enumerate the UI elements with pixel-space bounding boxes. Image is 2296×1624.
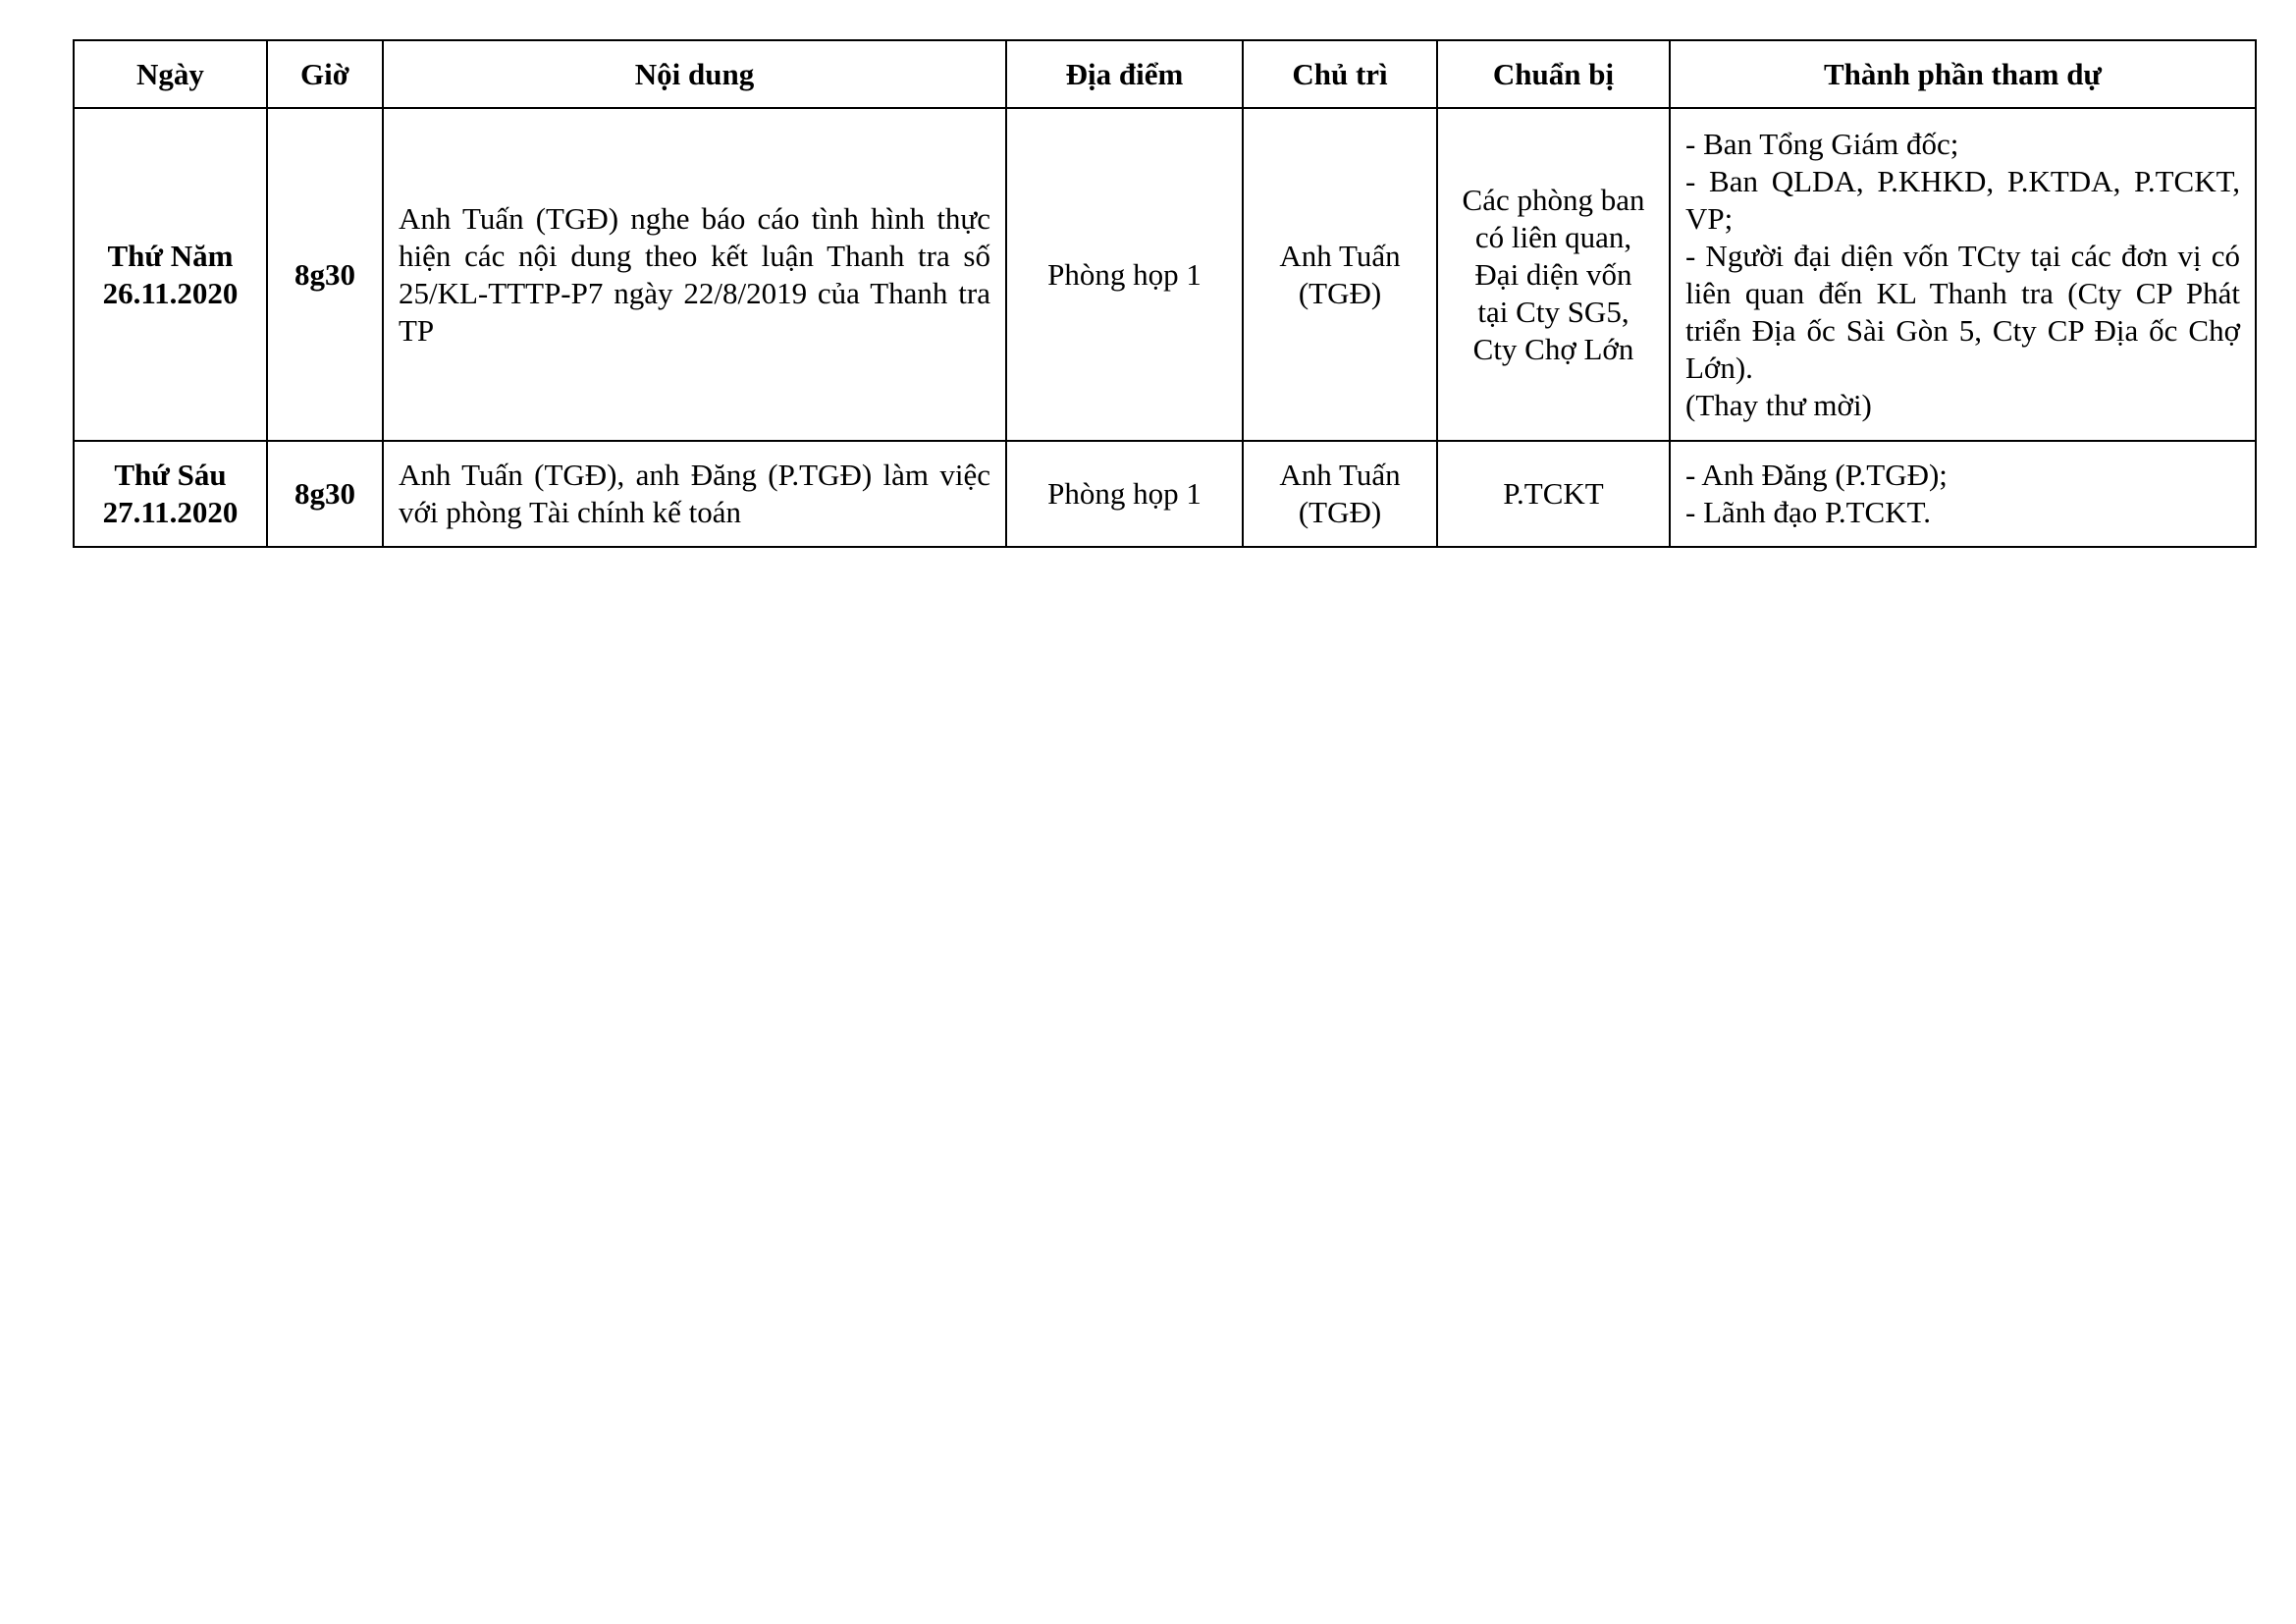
day-name: Thứ Năm	[107, 238, 234, 273]
prep-cell	[1437, 108, 1670, 441]
table-row	[74, 441, 2256, 547]
attendee-line: - Lãnh đạo P.TCKT.	[1685, 495, 1931, 529]
location-cell: Phòng họp 1	[1006, 441, 1243, 547]
day-cell	[74, 441, 267, 547]
header-chu-tri: Chủ trì	[1243, 40, 1437, 108]
content-cell: Anh Tuấn (TGĐ) nghe báo cáo tình hình thực hiện các nội dung theo kết luận Thanh tra số 25/KL-TTTP-P7 ngày 22/8/2019 của Thanh tra TP	[383, 108, 1006, 441]
header-row	[74, 40, 2256, 108]
host-title: (TGĐ)	[1298, 495, 1382, 529]
table-row	[74, 108, 2256, 441]
attendees-cell	[1670, 441, 2256, 547]
header-ngay: Ngày	[74, 40, 267, 108]
host-cell	[1243, 108, 1437, 441]
time-cell: 8g30	[267, 108, 383, 441]
time-cell: 8g30	[267, 441, 383, 547]
prep-line: Cty Chợ Lớn	[1472, 331, 1634, 366]
day-cell	[74, 108, 267, 441]
header-dia-diem: Địa điểm	[1006, 40, 1243, 108]
location-cell: Phòng họp 1	[1006, 108, 1243, 441]
prep-line: có liên quan,	[1474, 219, 1632, 254]
attendee-line: (Thay thư mời)	[1685, 387, 1872, 422]
host-name: Anh Tuấn	[1279, 458, 1401, 492]
day-date: 26.11.2020	[102, 275, 239, 310]
prep-line: tại Cty SG5,	[1477, 294, 1629, 329]
header-gio: Giờ	[267, 40, 383, 108]
attendee-line: - Người đại diện vốn TCty tại các đơn vị có liên quan đến KL Thanh tra (Cty CP Phát triển Địa ốc Sài Gòn 5, Cty CP Địa ốc Chợ Lớn).	[1685, 238, 2240, 385]
host-title: (TGĐ)	[1298, 275, 1382, 310]
content-cell: Anh Tuấn (TGĐ), anh Đăng (P.TGĐ) làm việc với phòng Tài chính kế toán	[383, 441, 1006, 547]
host-name: Anh Tuấn	[1279, 238, 1401, 273]
attendee-line: - Ban QLDA, P.KHKD, P.KTDA, P.TCKT, VP;	[1685, 163, 2240, 236]
day-name: Thứ Sáu	[114, 458, 227, 492]
header-thanh-phan: Thành phần tham dự	[1670, 40, 2256, 108]
attendees-cell	[1670, 108, 2256, 441]
host-cell	[1243, 441, 1437, 547]
header-chuan-bi: Chuẩn bị	[1437, 40, 1670, 108]
schedule-table	[73, 39, 2257, 548]
day-date: 27.11.2020	[102, 495, 239, 529]
attendee-line: - Ban Tổng Giám đốc;	[1685, 126, 1959, 161]
prep-line: Đại diện vốn	[1474, 256, 1632, 292]
attendee-line: - Anh Đăng (P.TGĐ);	[1685, 458, 1948, 492]
prep-line: Các phòng ban	[1462, 182, 1645, 217]
prep-cell: P.TCKT	[1437, 441, 1670, 547]
header-noi-dung: Nội dung	[383, 40, 1006, 108]
